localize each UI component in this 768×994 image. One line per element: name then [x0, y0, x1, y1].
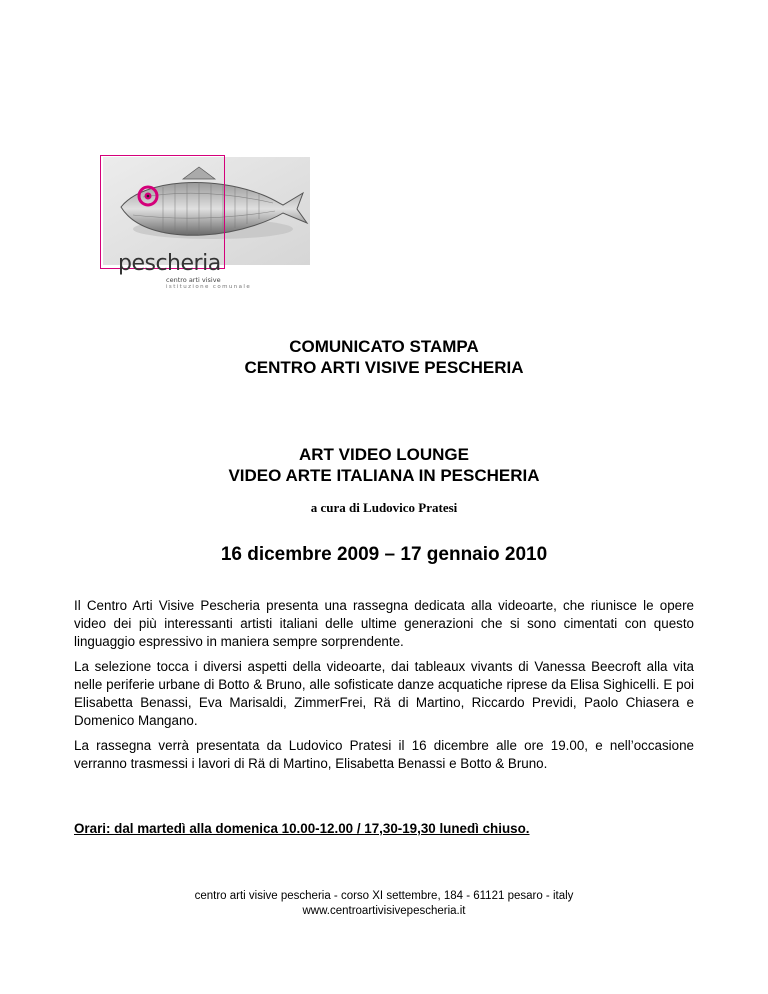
event-subtitle: VIDEO ARTE ITALIANA IN PESCHERIA — [228, 466, 540, 485]
paragraph-artists: La selezione tocca i diversi aspetti della videoarte, dai tableaux vivants di Vanessa Beecroft alla vita nelle periferie urbane di Botto & Bruno, alle sofisticate danze acquatiche riprese da Elisa Sighicelli. E poi Elisabetta Benassi, Eva Marisaldi, ZimmerFrei, Rä di Martino, Riccardo Previdi, Paolo Chiasera e Domenico Mangano. — [74, 659, 694, 728]
logo-tagline: istituzione comunale — [166, 284, 252, 290]
curator-line: a cura di Ludovico Pratesi — [310, 500, 458, 515]
paragraph-presentation: La rassegna verrà presentata da Ludovico Pratesi il 16 dicembre alle ore 19.00, e nell’occasione verranno trasmessi i lavori di Rä di Martino, Elisabetta Benassi e Botto & Bruno. — [74, 738, 694, 771]
footer-website[interactable]: www.centroartivisivepescheria.it — [302, 905, 466, 917]
logo-wordmark: pescheria — [118, 251, 221, 276]
footer-address: centro arti visive pescheria - corso XI settembre, 184 - 61121 pesaro - italy — [194, 890, 574, 902]
pescheria-logo — [100, 155, 310, 295]
press-release-heading: COMUNICATO STAMPA — [289, 337, 479, 356]
opening-hours: Orari: dal martedì alla domenica 10.00-12.00 / 17,30-19,30 lunedì chiuso. — [74, 821, 530, 836]
event-title: ART VIDEO LOUNGE — [298, 445, 469, 464]
logo-subtitle: centro arti visive — [166, 276, 221, 284]
paragraph-intro: Il Centro Arti Visive Pescheria presenta una rassegna dedicata alla videoarte, che riunisce le opere video dei più interessanti artisti italiani delle ultime generazioni che si sono cimentati con questo linguaggio espressivo in maniera sempre sorprendente. — [74, 598, 694, 649]
institution-heading: CENTRO ARTI VISIVE PESCHERIA — [244, 358, 524, 377]
event-dates: 16 dicembre 2009 – 17 gennaio 2010 — [220, 544, 548, 565]
